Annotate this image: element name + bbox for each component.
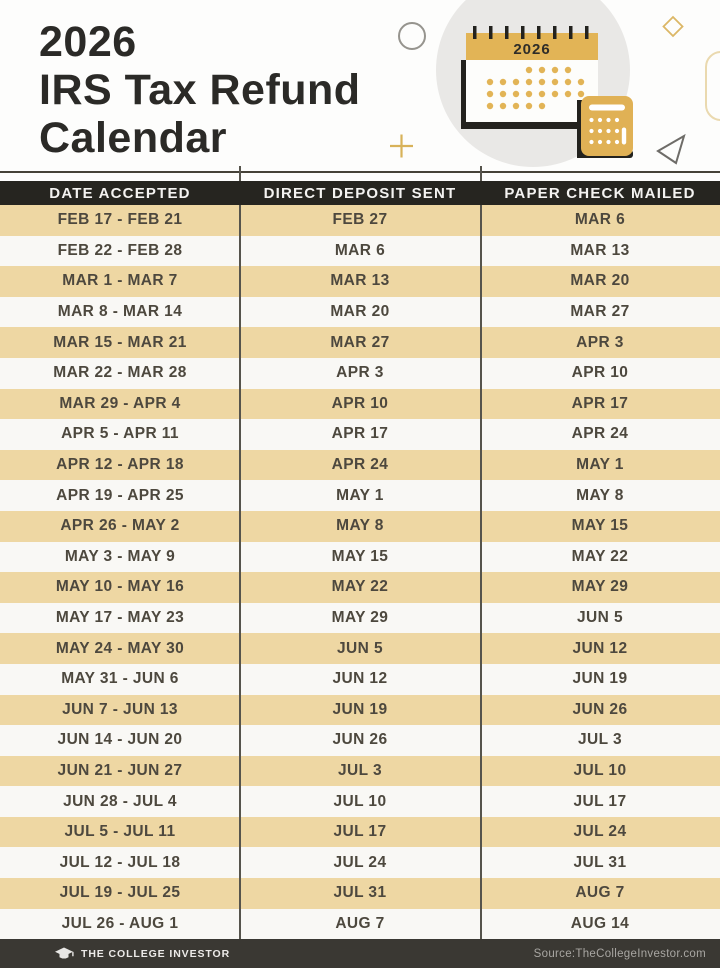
date-accepted-cell: JUN 7 - JUN 13 [62,700,178,718]
table-row [0,817,720,848]
column-divider-2 [480,166,482,940]
table-row [0,480,720,511]
direct-deposit-cell: JUL 10 [333,792,387,810]
date-accepted-cell: MAR 22 - MAR 28 [53,364,187,382]
date-accepted-cell: APR 26 - MAY 2 [60,517,180,535]
column-divider-1 [239,166,241,940]
date-accepted-cell: JUL 26 - AUG 1 [61,914,179,932]
paper-check-cell: JUL 24 [573,823,627,841]
paper-check-cell: JUN 5 [577,609,623,627]
direct-deposit-cell: MAR 27 [330,333,390,351]
paper-check-cell: JUN 26 [572,700,628,718]
header-date-accepted: DATE ACCEPTED [49,184,191,202]
direct-deposit-cell: APR 24 [331,456,389,474]
direct-deposit-cell: APR 3 [336,364,384,382]
paper-check-cell: JUL 3 [578,731,622,749]
brand-label: THE COLLEGE INVESTOR [81,947,231,960]
paper-check-cell: JUN 19 [572,670,628,688]
direct-deposit-cell: JUN 5 [337,639,383,657]
date-accepted-cell: JUN 28 - JUL 4 [63,792,177,810]
title-line-main: IRS Tax Refund [39,66,361,114]
table-row [0,664,720,695]
table-row [0,847,720,878]
table-top-rule [0,171,720,173]
table-header-row [0,181,720,205]
date-accepted-cell: JUL 5 - JUL 11 [64,823,176,841]
diamond-outline-icon [664,17,683,36]
direct-deposit-cell: JUN 19 [332,700,388,718]
direct-deposit-cell: APR 10 [331,394,389,412]
table-row [0,909,720,940]
direct-deposit-cell: JUL 24 [333,853,387,871]
paper-check-cell: MAY 22 [571,547,629,565]
table-body [0,205,720,939]
table-row [0,236,720,267]
date-accepted-cell: APR 5 - APR 11 [61,425,179,443]
date-accepted-cell: JUL 19 - JUL 25 [59,884,181,902]
table-row [0,511,720,542]
direct-deposit-cell: MAY 8 [336,517,384,535]
date-accepted-cell: MAY 10 - MAY 16 [55,578,185,596]
paper-check-cell: AUG 7 [575,884,625,902]
paper-check-cell: MAY 1 [576,456,624,474]
table-row [0,725,720,756]
date-accepted-cell: FEB 17 - FEB 21 [57,211,183,229]
date-accepted-cell: APR 19 - APR 25 [56,486,184,504]
table-row [0,327,720,358]
table-row [0,358,720,389]
source-label: Source:TheCollegeInvestor.com [533,947,706,960]
paper-check-cell: APR 10 [571,364,629,382]
paper-check-cell: AUG 14 [570,914,630,932]
date-accepted-cell: MAR 8 - MAR 14 [57,303,183,321]
calendar-year-label: 2026 [513,41,551,58]
footer-bar [0,939,720,968]
date-accepted-cell: MAY 31 - JUN 6 [61,670,179,688]
date-accepted-cell: MAY 3 - MAY 9 [64,547,176,565]
table-row [0,266,720,297]
paper-check-cell: JUL 10 [573,761,627,779]
table-row [0,572,720,603]
table-row [0,542,720,573]
direct-deposit-cell: MAY 22 [331,578,389,596]
direct-deposit-cell: AUG 7 [335,914,385,932]
paper-check-cell: JUL 17 [573,792,627,810]
paper-check-cell: JUN 12 [572,639,628,657]
direct-deposit-cell: JUL 17 [333,823,387,841]
paper-check-cell: MAY 29 [571,578,629,596]
date-accepted-cell: MAR 29 - APR 4 [59,394,181,412]
table-row [0,695,720,726]
date-accepted-cell: JUL 12 - JUL 18 [59,853,181,871]
paper-check-cell: MAR 27 [570,303,630,321]
direct-deposit-cell: MAY 1 [336,486,384,504]
direct-deposit-cell: MAY 29 [331,609,389,627]
table-row [0,389,720,420]
direct-deposit-cell: MAY 15 [331,547,389,565]
title-line-sub: Calendar [39,114,228,162]
direct-deposit-cell: MAR 13 [330,272,390,290]
graduation-cap-icon [54,947,74,961]
direct-deposit-cell: JUN 26 [332,731,388,749]
paper-check-cell: APR 24 [571,425,629,443]
rounded-rect-outline-icon [706,52,720,120]
page-title [39,18,361,162]
paper-check-cell: MAR 20 [570,272,630,290]
brand [54,947,230,961]
table-row [0,878,720,909]
date-accepted-cell: MAY 17 - MAY 23 [55,609,185,627]
table-row [0,205,720,236]
table-row [0,786,720,817]
paper-check-cell: MAR 13 [570,241,630,259]
table-row [0,297,720,328]
direct-deposit-cell: APR 17 [331,425,389,443]
table-row [0,756,720,787]
table-row [0,450,720,481]
direct-deposit-cell: MAR 6 [334,241,386,259]
header-direct-deposit: DIRECT DEPOSIT SENT [263,184,457,202]
triangle-outline-icon [658,136,684,163]
table-row [0,419,720,450]
calculator-icon [577,96,633,158]
paper-check-cell: JUL 31 [573,853,627,871]
date-accepted-cell: MAY 24 - MAY 30 [55,639,185,657]
paper-check-cell: APR 17 [571,394,629,412]
paper-check-cell: APR 3 [576,333,624,351]
date-accepted-cell: JUN 21 - JUN 27 [57,761,183,779]
date-accepted-cell: FEB 22 - FEB 28 [57,241,183,259]
table-row [0,633,720,664]
direct-deposit-cell: JUN 12 [332,670,388,688]
direct-deposit-cell: MAR 20 [330,303,390,321]
date-accepted-cell: MAR 15 - MAR 21 [53,333,187,351]
paper-check-cell: MAR 6 [574,211,626,229]
date-accepted-cell: JUN 14 - JUN 20 [57,731,183,749]
direct-deposit-cell: FEB 27 [332,211,388,229]
title-line-year: 2026 [39,18,137,66]
header-paper-check: PAPER CHECK MAILED [504,184,696,202]
date-accepted-cell: APR 12 - APR 18 [56,456,184,474]
direct-deposit-cell: JUL 3 [338,761,382,779]
date-accepted-cell: MAR 1 - MAR 7 [62,272,178,290]
table-row [0,603,720,634]
direct-deposit-cell: JUL 31 [333,884,387,902]
paper-check-cell: MAY 15 [571,517,629,535]
circle-outline-icon [399,23,425,49]
paper-check-cell: MAY 8 [576,486,624,504]
plus-icon [390,135,413,158]
